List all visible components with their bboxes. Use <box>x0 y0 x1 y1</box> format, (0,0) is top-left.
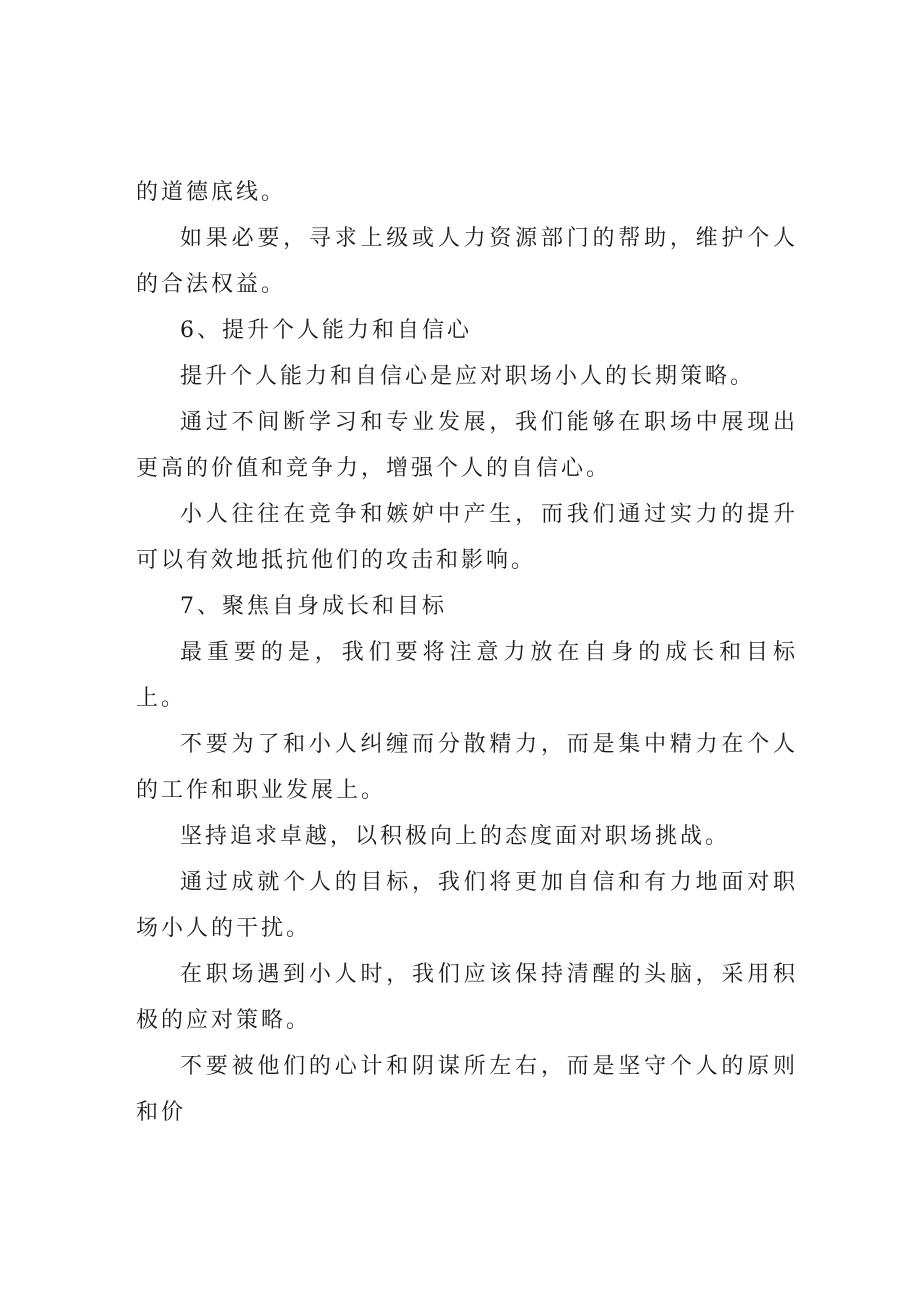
paragraph-continuation: 的道德底线。 <box>136 180 287 205</box>
section-heading-7: 7、聚焦自身成长和目标 <box>180 594 447 619</box>
paragraph: 提升个人能力和自信心是应对职场小人的长期策略。 <box>180 364 756 389</box>
paragraph: 不要为了和小人纠缠而分散精力，而是集中精力在个人的工作和职业发展上。 <box>136 732 798 803</box>
paragraph: 如果必要，寻求上级或人力资源部门的帮助，维护个人的合法权益。 <box>136 226 798 297</box>
paragraph: 不要被他们的心计和阴谋所左右，而是坚守个人的原则和价 <box>136 1054 798 1125</box>
paragraph: 在职场遇到小人时，我们应该保持清醒的头脑，采用积极的应对策略。 <box>136 962 798 1033</box>
paragraph: 小人往往在竞争和嫉妒中产生，而我们通过实力的提升可以有效地抵抗他们的攻击和影响。 <box>136 502 798 573</box>
section-heading-6: 6、提升个人能力和自信心 <box>180 318 472 343</box>
paragraph: 最重要的是，我们要将注意力放在自身的成长和目标上。 <box>136 640 798 711</box>
paragraph: 通过不间断学习和专业发展，我们能够在职场中展现出更高的价值和竞争力，增强个人的自信心。 <box>136 410 798 481</box>
paragraph: 坚持追求卓越，以积极向上的态度面对职场挑战。 <box>180 824 731 849</box>
body-text <box>136 170 798 1136</box>
paragraph: 通过成就个人的目标，我们将更加自信和有力地面对职场小人的干扰。 <box>136 870 798 941</box>
